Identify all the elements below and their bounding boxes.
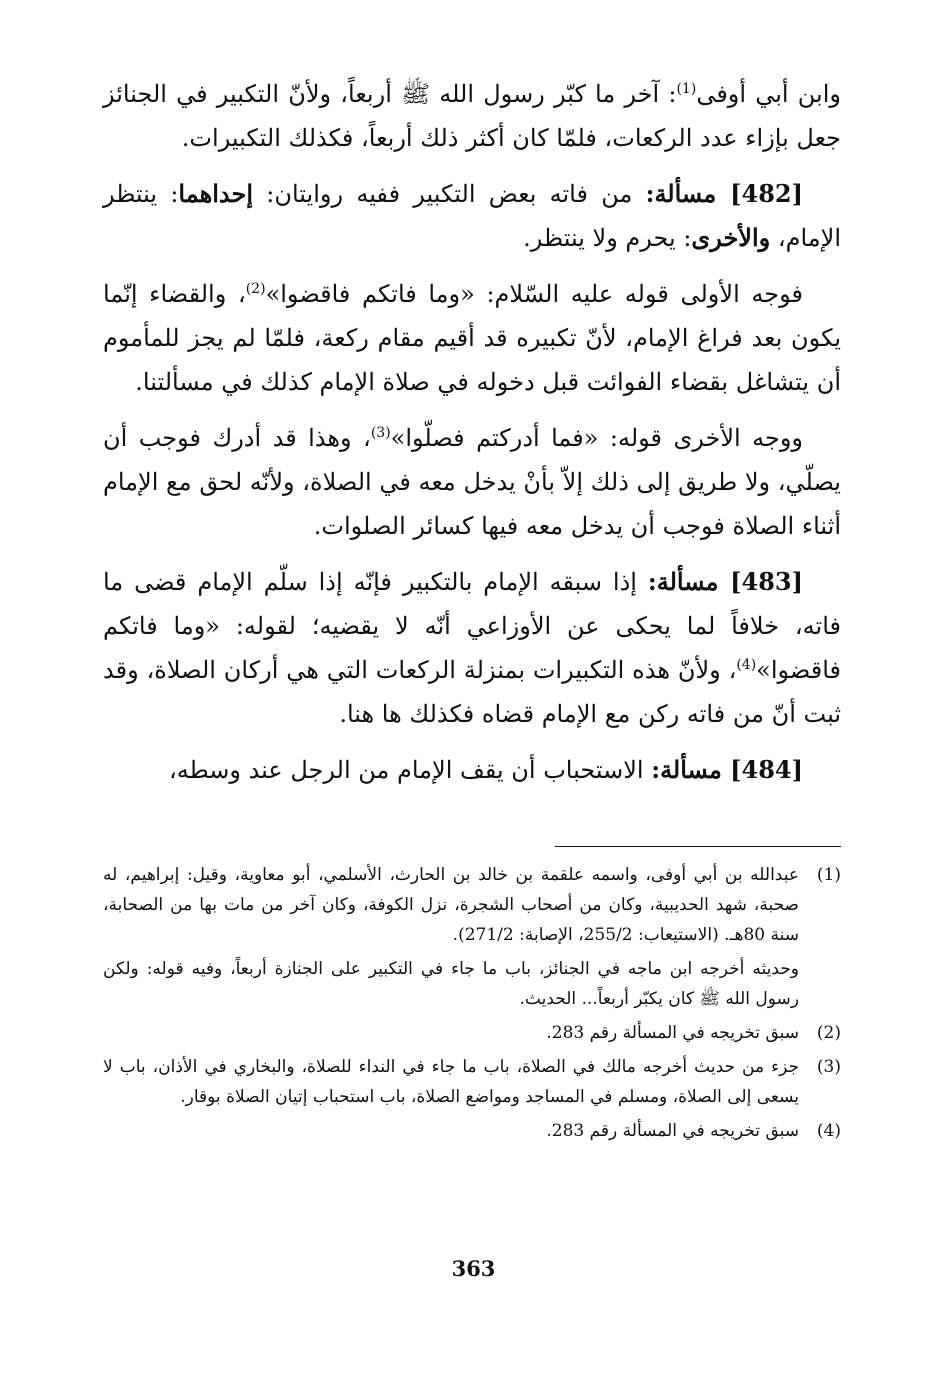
footnote-number: (3) (816, 1057, 841, 1077)
footnote-1-continuation: وحديثه أخرجه ابن ماجه في الجنائز، باب ما جاء في التكبير على الجنازة أربعاً، وفيه قوله: ولكن رسول الله ﷺ كان يكبّر أربعاً... الحديث. (103, 959, 799, 1009)
footnote-ref-4[interactable]: (4) (736, 657, 757, 673)
issue-482 (103, 172, 841, 260)
paragraph-1 (103, 72, 841, 160)
issue-484 (103, 748, 841, 792)
footnote-4 (103, 1116, 841, 1146)
footnote-3 (103, 1052, 841, 1112)
paragraph-text: : يحرم ولا ينتظر. (523, 224, 692, 252)
footnote-ref-2[interactable]: (2) (245, 281, 266, 297)
paragraph-text: إذا سبقه الإمام بالتكبير فإنّه إذا سلّم الإمام قضى ما فاته، خلافاً لما يحكى عن الأوزاعي أنّه لا يقضيه؛ لقوله: «وما فاتكم فاقضوا» (103, 568, 841, 684)
bold-term: إحداهما (178, 179, 254, 208)
paragraph-text: : ينتظر الإمام، (103, 180, 841, 252)
footnotes (103, 860, 841, 1150)
bold-term: والأخرى (691, 223, 771, 252)
paragraph-text: ، وهذا قد أدرك فوجب أن يصلّي، ولا طريق إلى ذلك إلاّ بأنْ يدخل معه في الصلاة، ولأنّه لحق مع الإمام أثناء الصلاة فوجب أن يدخل معه فيها كسائر الصلوات. (103, 424, 841, 540)
footnote-ref-1[interactable]: (1) (676, 81, 697, 97)
paragraph-3 (103, 272, 841, 404)
footnote-number: (1) (816, 865, 841, 885)
footnote-text: سبق تخريجه في المسألة رقم 283. (546, 1121, 799, 1141)
paragraph-4 (103, 416, 841, 548)
footnote-text: عبدالله بن أبي أوفى، واسمه علقمة بن خالد بن الحارث، الأسلمي، أبو معاوية، وقيل: إبراهيم، له صحبة، شهد الحديبية، وكان من أصحاب الشجرة، نزل الكوفة، وكان آخر من مات بها من الصحابة، سنة 80هـ. (الاستيعاب: 255/2، الإصابة: 271/2). (103, 865, 799, 945)
paragraph-text: : آخر ما كبّر رسول الله ﷺ أربعاً، ولأنّ التكبير في الجنائز جعل بإزاء عدد الركعات، فلمّا كان أكثر ذلك أربعاً، فكذلك التكبيرات. (103, 80, 841, 152)
footnote-ref-3[interactable]: (3) (370, 425, 391, 441)
paragraph-text: فوجه الأولى قوله عليه السّلام: «وما فاتكم فاقضوا» (265, 280, 803, 308)
paragraph-text: ، والقضاء إنّما يكون بعد فراغ الإمام، لأنّ تكبيره قد أقيم مقام ركعة، فلمّا لم يجز للمأموم أن يتشاغل بقضاء الفوائت قبل دخوله في صلاة الإمام كذلك في مسألتنا. (103, 280, 842, 396)
paragraph-text: وابن أبي أوفى (696, 80, 841, 108)
issue-label: [483] مسألة: (647, 567, 803, 596)
footnote-text: سبق تخريجه في المسألة رقم 283. (546, 1023, 799, 1043)
footnote-separator (555, 846, 841, 847)
page-number: 363 (451, 1256, 496, 1281)
main-text (103, 72, 841, 804)
paragraph-text: ، ولأنّ هذه التكبيرات بمنزلة الركعات التي هي أركان الصلاة، وقد ثبت أنّ من فاته ركن مع الإمام قضاه فكذلك ها هنا. (103, 656, 841, 728)
issue-483 (103, 560, 841, 736)
footnote-1 (103, 860, 841, 950)
footnote-number: (4) (816, 1121, 841, 1141)
paragraph-text: ووجه الأخرى قوله: «فما أدركتم فصلّوا» (390, 424, 804, 452)
paragraph-text: من فاته بعض التكبير ففيه روايتان: (253, 180, 646, 208)
footnote-2 (103, 1018, 841, 1048)
issue-label: [482] مسألة: (645, 179, 803, 208)
paragraph-text: الاستحباب أن يقف الإمام من الرجل عند وسطه، (168, 756, 652, 784)
footnote-text: جزء من حديث أخرجه مالك في الصلاة، باب ما جاء في النداء للصلاة، والبخاري في الأذان، باب لا يسعى إلى الصلاة، ومسلم في المساجد ومواضع الصلاة، باب استحباب إتيان الصلاة بوقار. (103, 1057, 799, 1107)
footnote-number: (2) (816, 1023, 841, 1043)
issue-label: [484] مسألة: (651, 755, 803, 784)
